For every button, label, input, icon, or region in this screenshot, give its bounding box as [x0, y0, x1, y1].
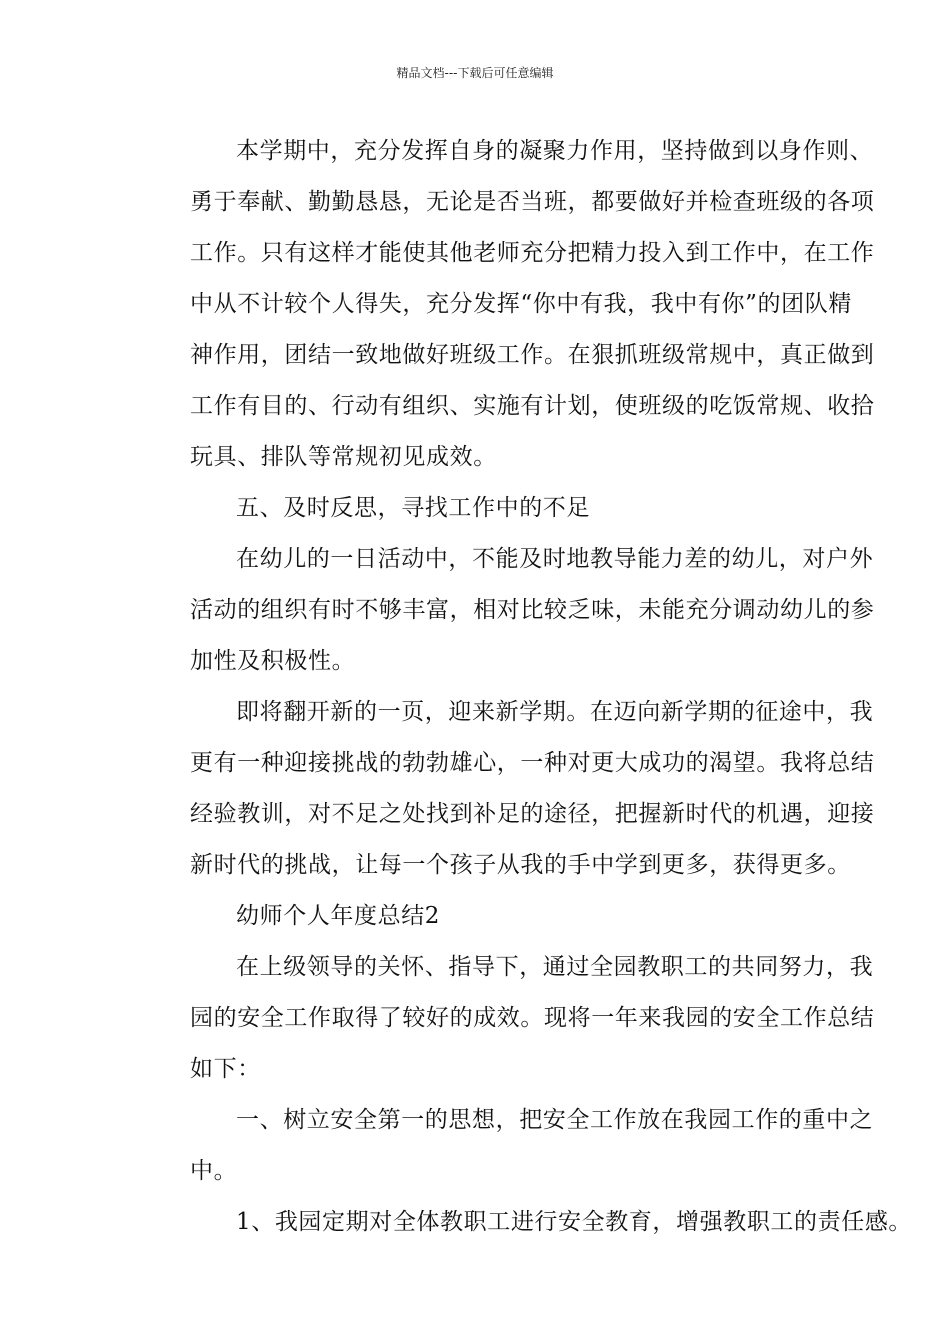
section-heading: [144, 483, 820, 534]
text-line: 更有一种迎接挑战的勃勃雄心，一种对更大成功的渴望。我将总结: [190, 750, 875, 776]
text-line: 1、我园定期对全体教职工进行安全教育，增强教职工的责任感。: [236, 1209, 913, 1235]
text-line: 五、及时反思，寻找工作中的不足: [236, 495, 590, 521]
text-line: 新时代的挑战，让每一个孩子从我的手中学到更多，获得更多。: [190, 852, 851, 878]
text-line: 园的安全工作取得了较好的成效。现将一年来我园的安全工作总结: [190, 1005, 875, 1031]
text-line: 幼师个人年度总结2: [236, 903, 441, 929]
paragraph: [144, 687, 875, 891]
section-heading: [144, 1095, 874, 1197]
text-line: 加性及积极性。: [190, 648, 356, 674]
text-line: 一、树立安全第一的思想，把安全工作放在我园工作的重中之: [236, 1107, 874, 1133]
paragraph: [144, 942, 875, 1095]
paragraph: [144, 1197, 913, 1248]
text-line: 在幼儿的一日活动中，不能及时地教导能力差的幼儿，对户外: [236, 546, 874, 572]
text-line: 工作。只有这样才能使其他老师充分把精力投入到工作中，在工作: [190, 240, 875, 266]
text-line: 中。: [190, 1158, 238, 1184]
text-line: 玩具、排队等常规初见成效。: [190, 444, 497, 470]
paragraph: [144, 126, 875, 483]
text-line: 即将翻开新的一页，迎来新学期。在迈向新学期的征途中，我: [236, 699, 874, 725]
text-line: 如下：: [190, 1056, 261, 1082]
text-line: 中从不计较个人得失，充分发挥“你中有我，我中有你”的团队精: [190, 291, 852, 317]
text-line: 工作有目的、行动有组织、实施有计划，使班级的吃饭常规、收拾: [190, 393, 875, 419]
text-line: 在上级领导的关怀、指导下，通过全园教职工的共同努力，我: [236, 954, 874, 980]
document-body: [144, 126, 913, 1248]
document-subtitle: [144, 891, 820, 942]
text-line: 神作用，团结一致地做好班级工作。在狠抓班级常规中，真正做到: [190, 342, 875, 368]
text-line: 经验教训，对不足之处找到补足的途径，把握新时代的机遇，迎接: [190, 801, 875, 827]
text-line: 本学期中，充分发挥自身的凝聚力作用，坚持做到以身作则、: [236, 138, 874, 164]
paragraph: [144, 534, 875, 687]
text-line: 勇于奉献、勤勤恳恳，无论是否当班，都要做好并检查班级的各项: [190, 189, 875, 215]
text-line: 活动的组织有时不够丰富，相对比较乏味，未能充分调动幼儿的参: [190, 597, 875, 623]
page-header: 精品文档---下载后可任意编辑: [396, 66, 554, 80]
